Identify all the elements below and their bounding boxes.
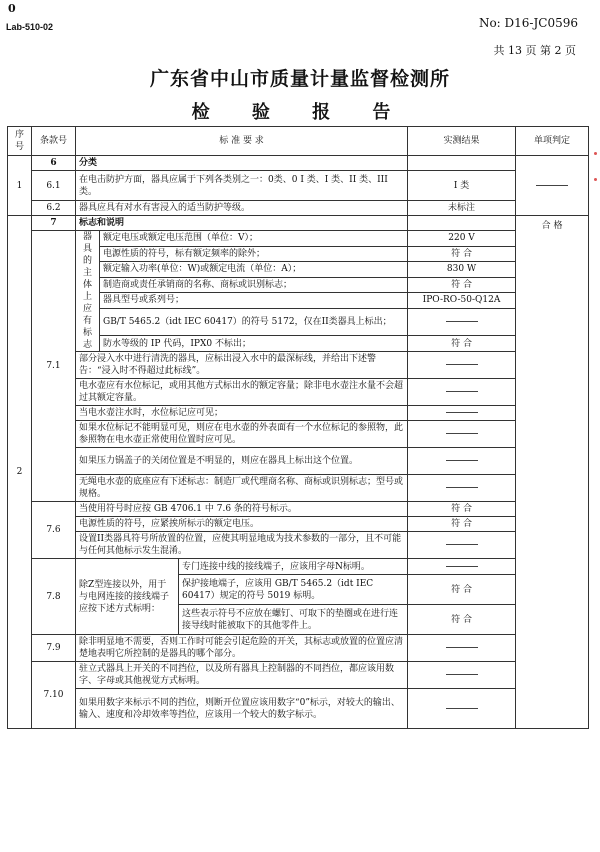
result-cell: 符 合 — [408, 336, 516, 352]
clause-cell: 7.9 — [32, 635, 76, 662]
requirement-cell: 如果水位标记不能明显可见，则应在电水壶的外表面有一个水位标记的参照物，此参照物在电水壶正常使用位置时应可见。 — [76, 421, 408, 448]
result-cell — [408, 635, 516, 662]
header-standard: 标 准 要 求 — [76, 127, 408, 156]
dash-mark — [446, 487, 478, 488]
edge-mark — [594, 178, 597, 181]
table-row — [8, 171, 589, 201]
institution-name: 广东省中山市质量计量监督检测所 — [149, 68, 450, 90]
table-row — [8, 156, 589, 171]
table-row — [8, 421, 589, 448]
clause-cell: 7.10 — [32, 662, 76, 729]
table-header-row — [8, 127, 589, 156]
table-row — [8, 448, 589, 475]
result-cell: I 类 — [408, 171, 516, 201]
section-title: 标志和说明 — [76, 216, 408, 231]
result-cell: 830 W — [408, 262, 516, 278]
terminal-marking-label: 除Z型连接以外，用于与电网连接的接线端子应按下述方式标明： — [76, 559, 179, 635]
requirement-cell: 在电击防护方面，器具应属于下列各类别之一：0类、0 I 类、I 类、II 类、III类。 — [76, 171, 408, 201]
result-cell: 符 合 — [408, 517, 516, 532]
header-verdict: 单项判定 — [516, 127, 589, 156]
result-cell — [408, 421, 516, 448]
header-seq: 序号 — [8, 127, 32, 156]
result-cell — [408, 662, 516, 689]
clause-cell: 6.2 — [32, 201, 76, 216]
dash-mark — [446, 674, 478, 675]
requirement-cell: 无绳电水壶的底座应有下述标志：制造厂或代理商名称、商标或识别标志；型号或规格。 — [76, 475, 408, 502]
table-row — [8, 532, 589, 559]
result-cell — [408, 475, 516, 502]
table-row — [8, 231, 589, 247]
requirement-cell: 器具型号或系列号； — [100, 293, 408, 309]
requirement-cell: 专门连接中线的接线端子，应该用字母N标明。 — [179, 559, 408, 575]
page-count: 共 13 页 第 2 页 — [493, 44, 576, 57]
result-cell: 符 合 — [408, 605, 516, 635]
requirement-cell: 电源性质的符号，应紧挨所标示的额定电压。 — [76, 517, 408, 532]
requirement-cell: 设置II类器具符号所放置的位置，应使其明显地成为技术参数的一部分，且不可能与任何其他标示发生混淆。 — [76, 532, 408, 559]
dash-mark — [446, 544, 478, 545]
clause-cell: 7.8 — [32, 559, 76, 635]
verdict-cell: 合 格 — [516, 216, 589, 729]
dash-mark — [446, 708, 478, 709]
section-title: 分类 — [76, 156, 408, 171]
seq-cell: 1 — [8, 156, 32, 216]
result-cell: 220 V — [408, 231, 516, 247]
requirement-cell: 器具应具有对水有害浸入的适当防护等级。 — [76, 201, 408, 216]
result-cell — [408, 689, 516, 729]
verdict-cell — [516, 156, 589, 216]
requirement-cell: 这些表示符号不应放在螺钉、可取下的垫圈或在进行连接导线时能被取下的其他零件上。 — [179, 605, 408, 635]
clause-cell: 7.6 — [32, 502, 76, 559]
result-cell: 符 合 — [408, 277, 516, 293]
side-label-text: 器具的主体上应有标志 — [82, 232, 92, 350]
result-cell: IPO-RO-50-Q12A — [408, 293, 516, 309]
table-row — [8, 689, 589, 729]
table-row — [8, 379, 589, 406]
result-cell — [408, 308, 516, 336]
table-row — [8, 502, 589, 517]
corner-mark: 0 — [8, 2, 16, 15]
dash-mark — [446, 391, 478, 392]
header-clause: 条款号 — [32, 127, 76, 156]
result-cell: 符 合 — [408, 246, 516, 262]
table-row — [8, 662, 589, 689]
dash-mark — [446, 364, 478, 365]
result-cell — [408, 216, 516, 231]
marking-side-label — [76, 231, 100, 352]
dash-mark — [536, 185, 568, 186]
clause-cell: 7.1 — [32, 231, 76, 502]
dash-mark — [446, 647, 478, 648]
result-cell — [408, 352, 516, 379]
requirement-cell: 部分浸入水中进行清洗的器具，应标出浸入水中的最深标线，并给出下述警告：“浸入时不得超过此标线”。 — [76, 352, 408, 379]
table-row — [8, 352, 589, 379]
table-row — [8, 406, 589, 421]
requirement-cell: GB/T 5465.2（idt IEC 60417）的符号 5172，仅在II类器具上标出； — [100, 308, 408, 336]
dash-mark — [446, 566, 478, 567]
table-row — [8, 201, 589, 216]
requirement-cell: 电源性质的符号，标有额定频率的除外； — [100, 246, 408, 262]
result-cell: 符 合 — [408, 575, 516, 605]
clause-cell: 7 — [32, 216, 76, 231]
requirement-cell: 当使用符号时应按 GB 4706.1 中 7.6 条的符号标示。 — [76, 502, 408, 517]
dash-mark — [446, 321, 478, 322]
seq-cell: 2 — [8, 216, 32, 729]
header-result: 实测结果 — [408, 127, 516, 156]
requirement-cell: 保护接地端子，应该用 GB/T 5465.2（idt IEC 60417）规定的符号 5019 标明。 — [179, 575, 408, 605]
dash-mark — [446, 433, 478, 434]
requirement-cell: 额定输入功率(单位：W)或额定电流（单位：A）； — [100, 262, 408, 278]
dash-mark — [446, 412, 478, 413]
table-row — [8, 559, 589, 575]
document-number: No: D16-JC0596 — [478, 16, 578, 30]
result-cell: 未标注 — [408, 201, 516, 216]
result-cell — [408, 379, 516, 406]
requirement-cell: 如果用数字来标示不同的挡位，则断开位置应该用数字“0”标示，对较大的输出、输入、速度和冷却效率等挡位，应该用一个较大的数字标示。 — [76, 689, 408, 729]
result-cell — [408, 156, 516, 171]
requirement-cell: 除非明显地不需要，否则工作时可能会引起危险的开关，其标志或放置的位置应清楚地表明它所控制的是器具的哪个部分。 — [76, 635, 408, 662]
table-row — [8, 635, 589, 662]
table-row — [8, 475, 589, 502]
requirement-cell: 驻立式器具上开关的不同挡位，以及所有器具上控制器的不同挡位，都应该用数字、字母或其他视觉方式标明。 — [76, 662, 408, 689]
clause-cell: 6 — [32, 156, 76, 171]
inspection-table — [7, 126, 589, 729]
result-cell — [408, 406, 516, 421]
requirement-cell: 电水壶应有水位标记，或用其他方式标出水的额定容量；除非电水壶注水量不会超过其额定容量。 — [76, 379, 408, 406]
requirement-cell: 额定电压或额定电压范围（单位：V）； — [100, 231, 408, 247]
result-cell: 符 合 — [408, 502, 516, 517]
requirement-cell: 当电水壶注水时，水位标记应可见； — [76, 406, 408, 421]
requirement-cell: 如果压力锅盖子的关闭位置是不明显的，则应在器具上标出这个位置。 — [76, 448, 408, 475]
table-row — [8, 517, 589, 532]
clause-cell: 6.1 — [32, 171, 76, 201]
table-row — [8, 216, 589, 231]
result-cell — [408, 448, 516, 475]
lab-code: Lab-510-02 — [6, 22, 54, 32]
report-title: 检 验 报 告 — [191, 102, 409, 123]
edge-mark — [594, 152, 597, 155]
requirement-cell: 制造商或责任承销商的名称、商标或识别标志； — [100, 277, 408, 293]
result-cell — [408, 559, 516, 575]
requirement-cell: 防水等级的 IP 代码，IPX0 不标出； — [100, 336, 408, 352]
result-cell — [408, 532, 516, 559]
dash-mark — [446, 460, 478, 461]
